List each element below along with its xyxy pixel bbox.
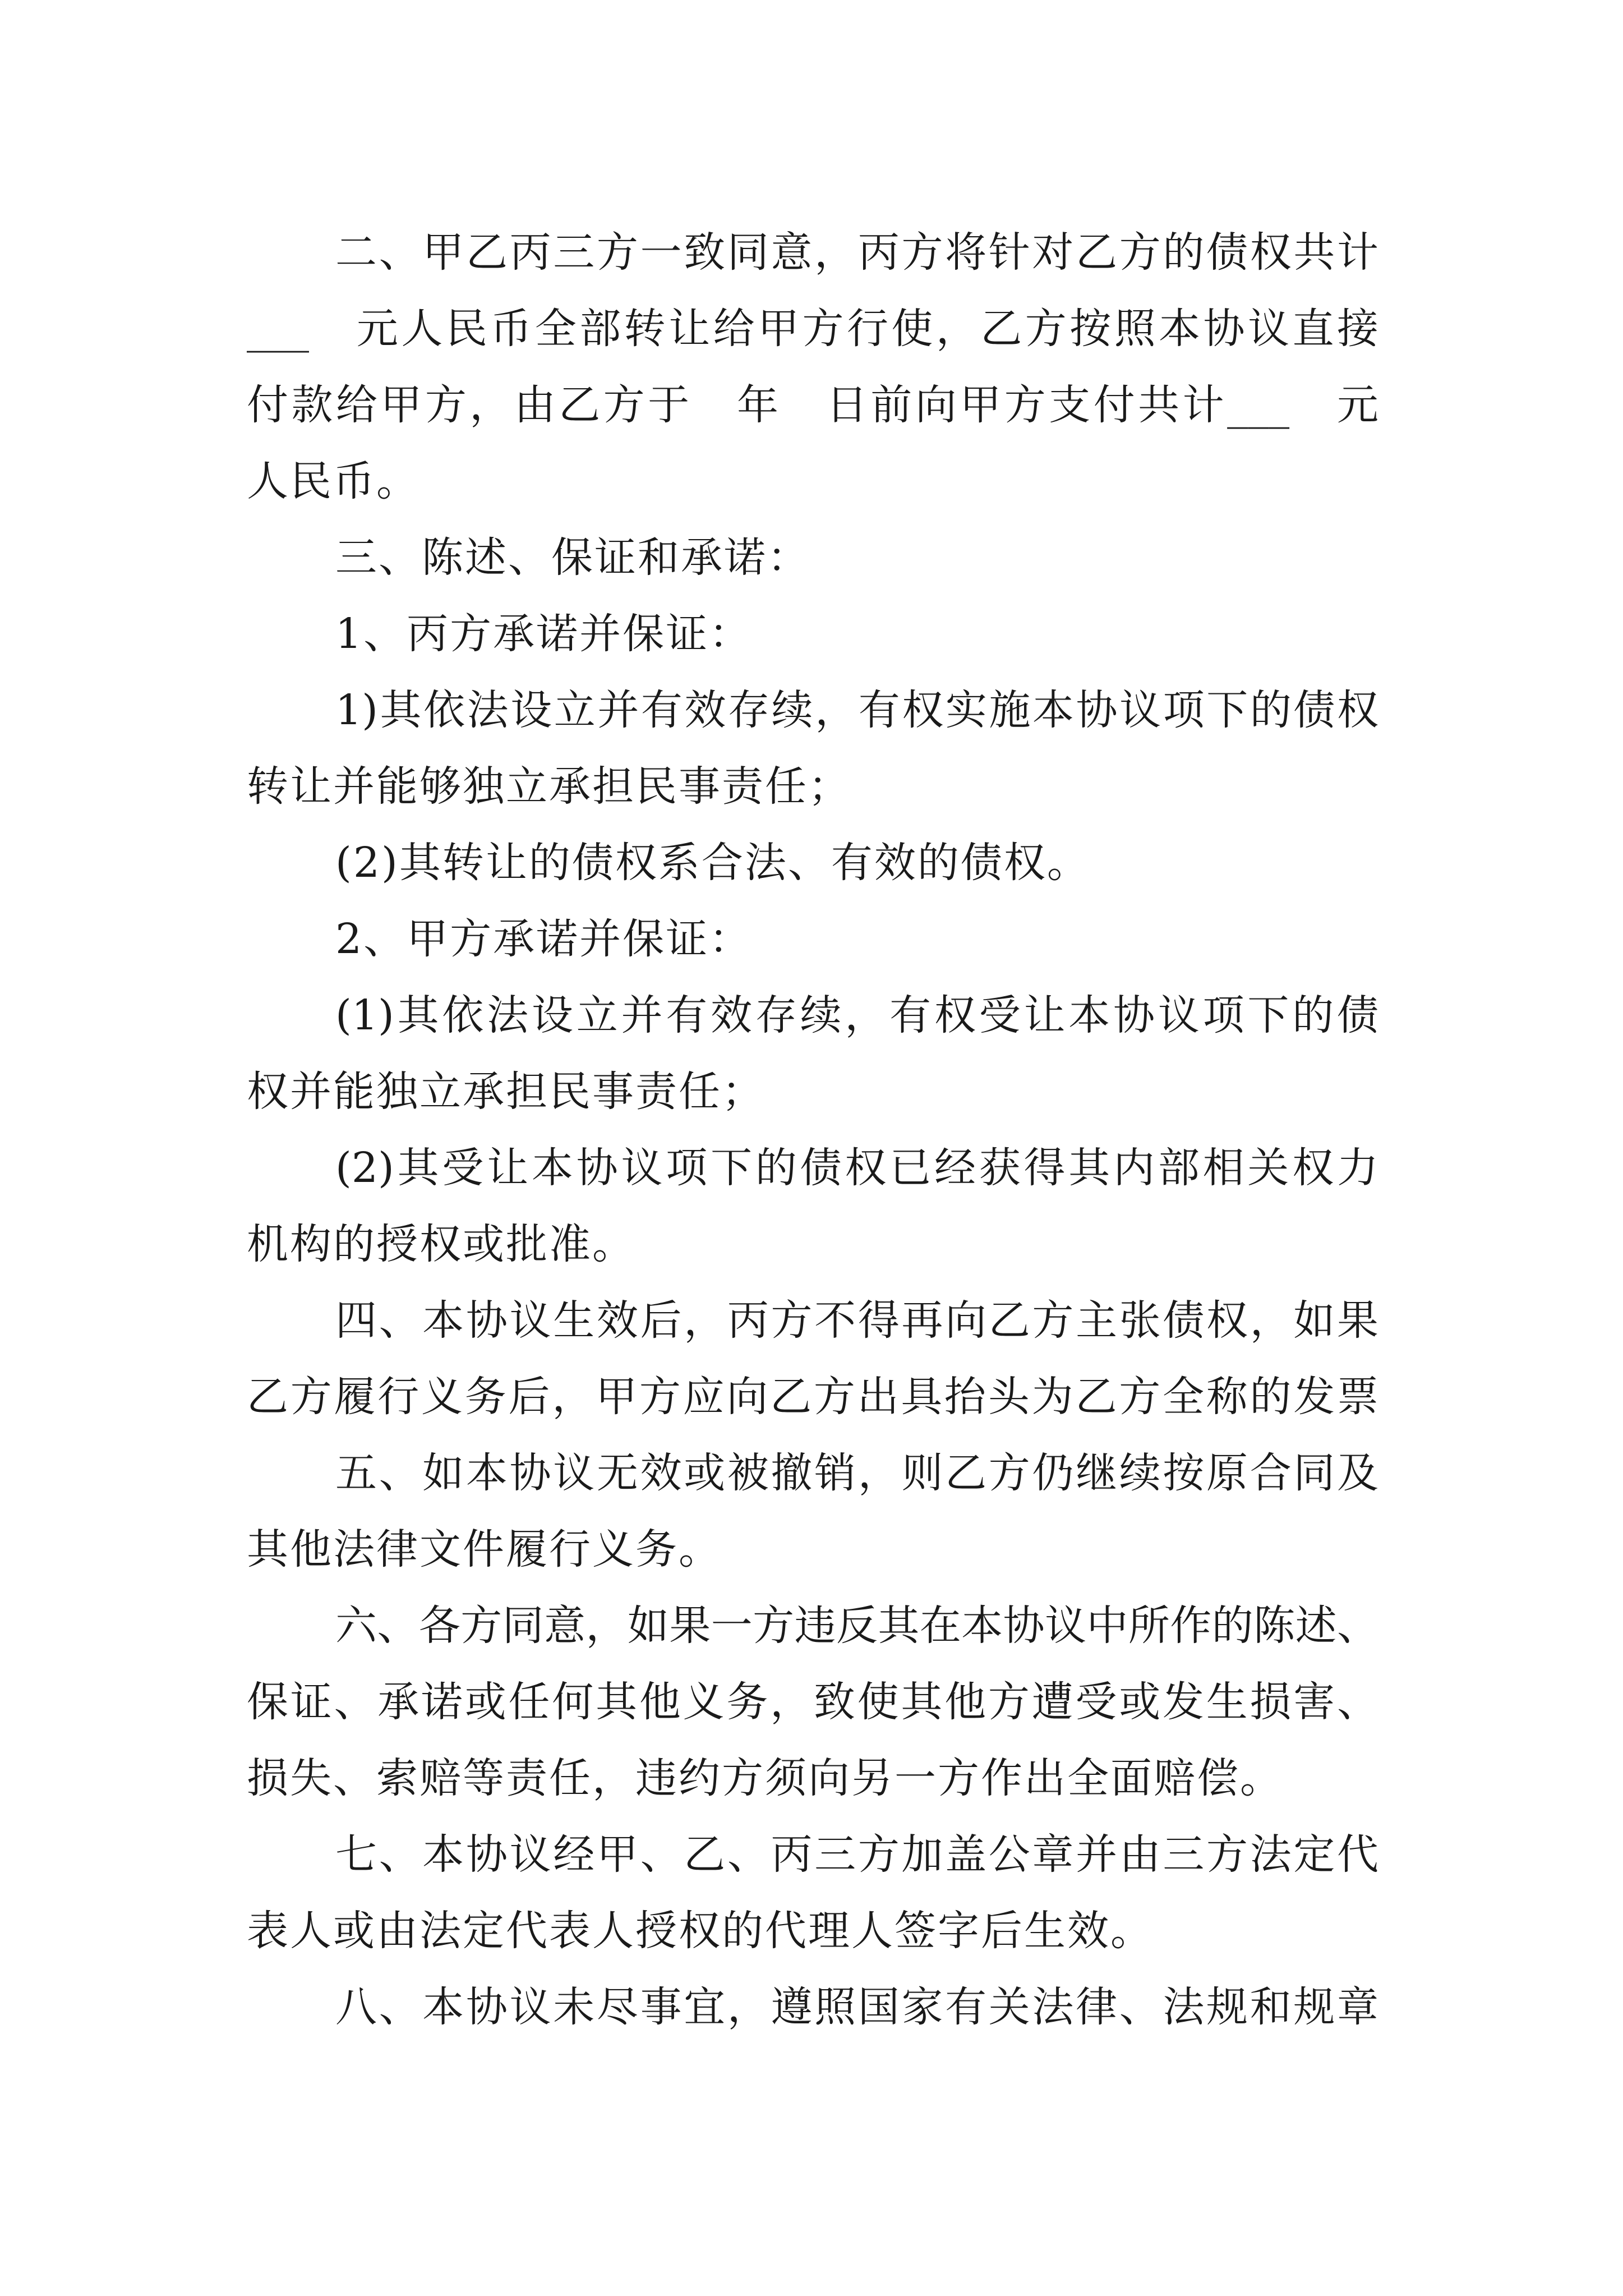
text-line: 二、甲乙丙三方一致同意，丙方将针对乙方的债权共计 — [335, 228, 1378, 277]
text-line: 其他法律文件履行义务。 — [247, 1525, 722, 1573]
text-line: ___ 元人民币全部转让给甲方行使，乙方按照本协议直接 — [247, 305, 1378, 353]
text-line: 四、本协议生效后，丙方不得再向乙方主张债权，如果 — [335, 1296, 1378, 1345]
text-line: (2)其转让的债权系合法、有效的债权。 — [335, 839, 1090, 887]
text-line: 乙方履行义务后，甲方应向乙方出具抬头为乙方全称的发票 — [247, 1373, 1378, 1421]
text-line: 七、本协议经甲、乙、丙三方加盖公章并由三方法定代 — [335, 1830, 1378, 1879]
text-line: 表人或由法定代表人授权的代理人签字后生效。 — [247, 1907, 1154, 1955]
text-line: 六、各方同意，如果一方违反其在本协议中所作的陈述、 — [335, 1602, 1378, 1650]
text-line: (1)其依法设立并有效存续，有权受让本协议项下的债 — [335, 991, 1378, 1039]
text-line: 1)其依法设立并有效存续，有权实施本协议项下的债权 — [335, 686, 1378, 734]
text-line: 损失、索赔等责任，违约方须向另一方作出全面赔偿。 — [247, 1754, 1283, 1802]
text-line: 五、如本协议无效或被撤销，则乙方仍继续按原合同及 — [335, 1449, 1378, 1497]
text-line: 转让并能够独立承担民事责任； — [247, 762, 851, 811]
text-line: 2、甲方承诺并保证： — [335, 915, 753, 963]
text-line: 保证、承诺或任何其他义务，致使其他方遭受或发生损害、 — [247, 1678, 1378, 1726]
text-line: 人民币。 — [247, 457, 419, 505]
document-body — [247, 214, 1378, 2045]
text-line: 八、本协议未尽事宜，遵照国家有关法律、法规和规章 — [335, 1983, 1378, 2031]
text-line: 机构的授权或批准。 — [247, 1220, 635, 1268]
text-line: 权并能独立承担民事责任； — [247, 1068, 765, 1116]
text-line: 1、丙方承诺并保证： — [335, 610, 753, 658]
text-line: 付款给甲方，由乙方于 年 日前向甲方支付共计___ 元 — [247, 381, 1378, 429]
text-line: 三、陈述、保证和承诺： — [335, 533, 810, 582]
text-line: (2)其受让本协议项下的债权已经获得其内部相关权力 — [335, 1144, 1378, 1192]
